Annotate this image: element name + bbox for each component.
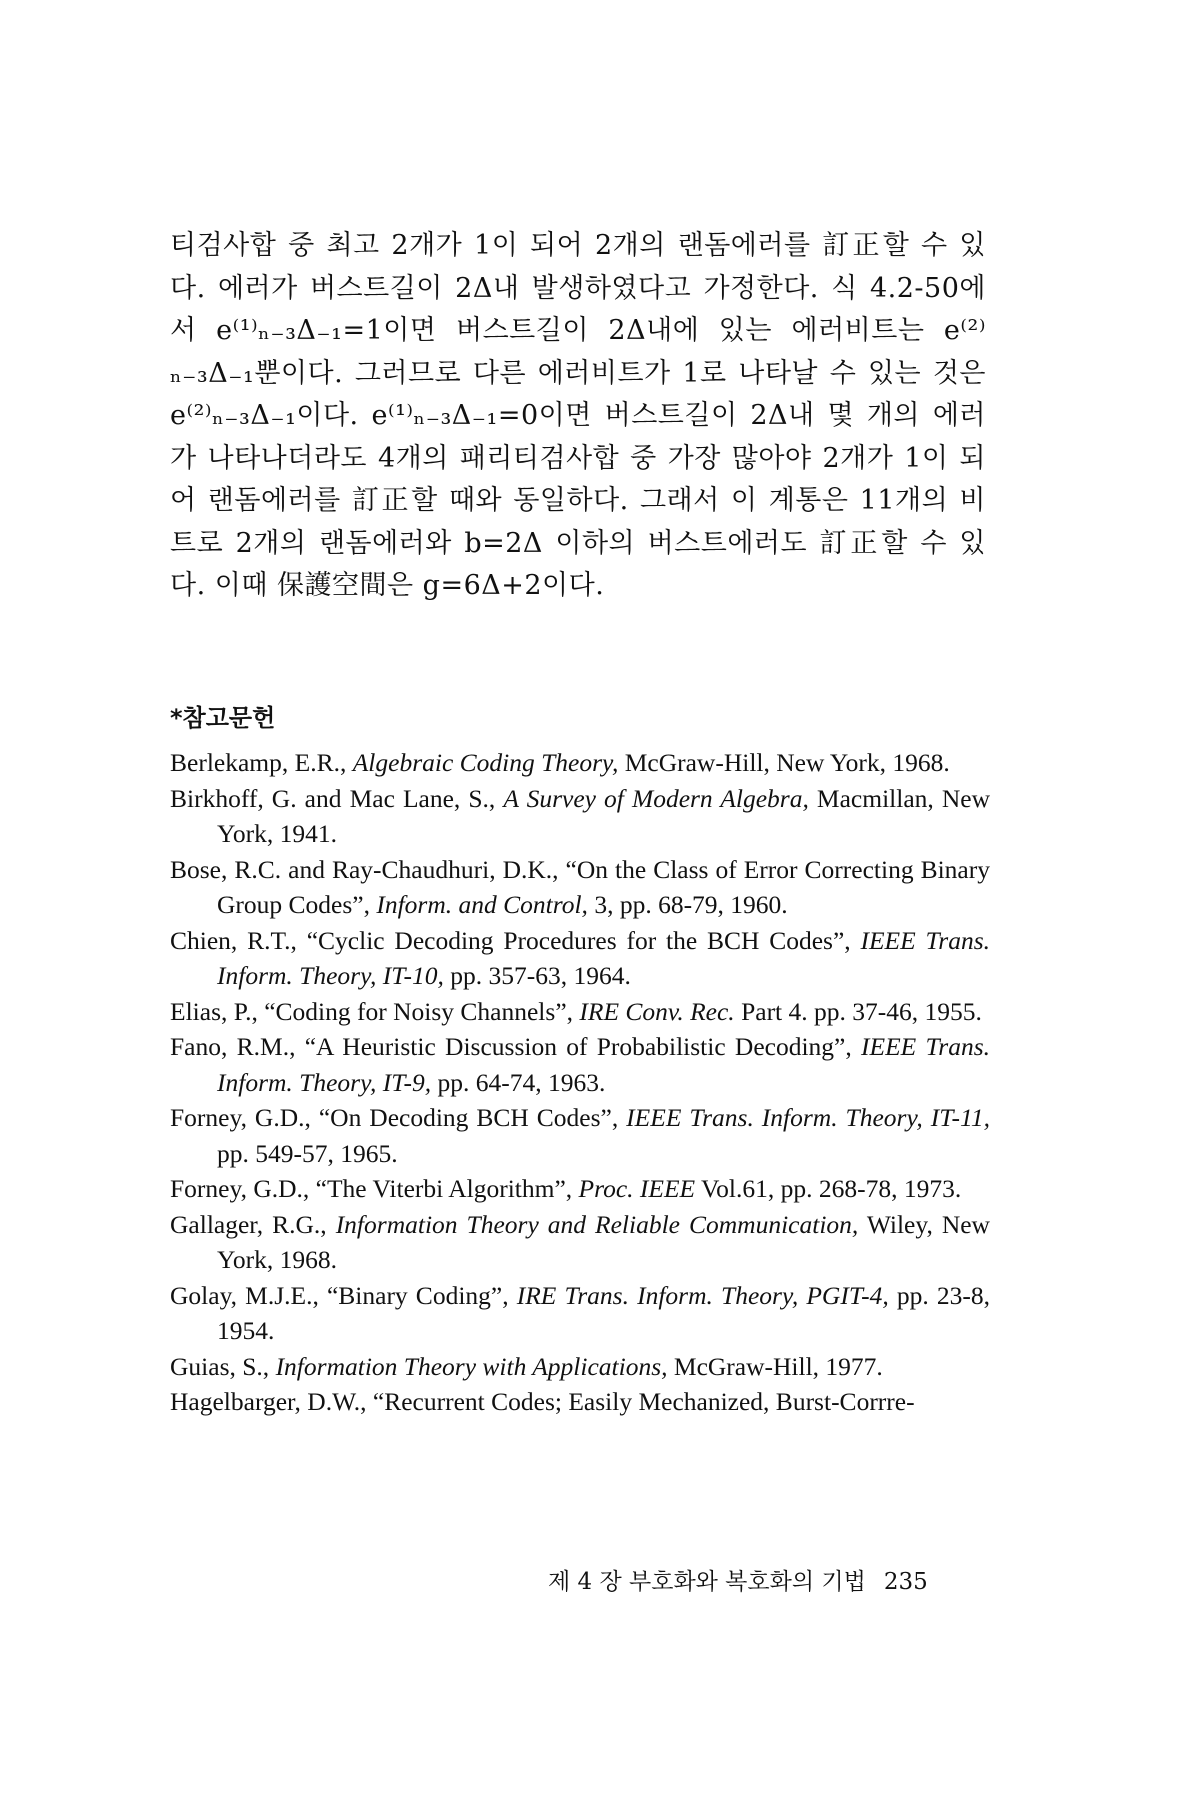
body-paragraph: 티검사합 중 최고 2개가 1이 되어 2개의 랜돔에러를 訂正할 수 있다. 에러가 버스트길이 2Δ내 발생하였다고 가정한다. 식 4.2-50에서 e⁽¹⁾ₙ₋₃Δ₋₁=1이면 버스트길이 2Δ내에 있는 에러비트는 e⁽²⁾ₙ₋₃Δ₋₁뿐이다. 그러므로 다른 에러비트가 1로 나타날 수 있는 것은 e⁽²⁾ₙ₋₃Δ₋₁이다. e⁽¹⁾ₙ₋₃Δ₋₁=0이면 버스트길이 2Δ내 몇 개의 에러가 나타나더라도 4개의 패리티검사합 중 가장 많아야 2개가 1이 되어 랜돔에러를 訂正할 때와 동일하다. 그래서 이 계통은 11개의 비트로 2개의 랜돔에러와 b=2Δ 이하의 버스트에러도 訂正할 수 있다. 이때 保護空間은 g=6Δ+2이다. (170, 230, 986, 601)
chapter-title: 제 4 장 부호화와 복호화의 기법 (548, 1569, 866, 1595)
references-list (170, 745, 990, 1420)
page-number: 235 (883, 1569, 928, 1595)
reference-entry: Chien, R.T., “Cyclic Decoding Procedures for the BCH Codes”, IEEE Trans. Inform. Theory, IT-10, pp. 357-63, 1964. (170, 925, 990, 990)
reference-entry: Golay, M.J.E., “Binary Coding”, IRE Trans. Inform. Theory, PGIT-4, pp. 23-8, 1954. (170, 1280, 990, 1345)
reference-entry: Bose, R.C. and Ray-Chaudhuri, D.K., “On the Class of Error Correcting Binary Group Codes”, Inform. and Control, 3, pp. 68-79, 1960. (170, 854, 990, 919)
reference-entry: Berlekamp, E.R., Algebraic Coding Theory, McGraw-Hill, New York, 1968. (170, 748, 950, 777)
references-heading: *참고문헌 (170, 704, 276, 732)
reference-entry: Fano, R.M., “A Heuristic Discussion of Probabilistic Decoding”, IEEE Trans. Inform. Theory, IT-9, pp. 64-74, 1963. (170, 1032, 990, 1097)
reference-entry: Birkhoff, G. and Mac Lane, S., A Survey of Modern Algebra, Macmillan, New York, 1941. (170, 783, 990, 848)
reference-entry: Guias, S., Information Theory with Applications, McGraw-Hill, 1977. (170, 1351, 883, 1381)
reference-entry: Elias, P., “Coding for Noisy Channels”, IRE Conv. Rec. Part 4. pp. 37-46, 1955. (170, 996, 982, 1026)
reference-entry: Forney, G.D., “On Decoding BCH Codes”, IEEE Trans. Inform. Theory, IT-11, pp. 549-57, 1965. (170, 1103, 990, 1168)
page-footer (548, 1563, 988, 1596)
reference-entry: Gallager, R.G., Information Theory and Reliable Communication, Wiley, New York, 1968. (170, 1209, 990, 1274)
body-text (170, 225, 986, 608)
reference-entry: Forney, G.D., “The Viterbi Algorithm”, Proc. IEEE Vol.61, pp. 268-78, 1973. (170, 1174, 962, 1203)
reference-entry: Hagelbarger, D.W., “Recurrent Codes; Easily Mechanized, Burst-Corrre- (170, 1387, 915, 1416)
